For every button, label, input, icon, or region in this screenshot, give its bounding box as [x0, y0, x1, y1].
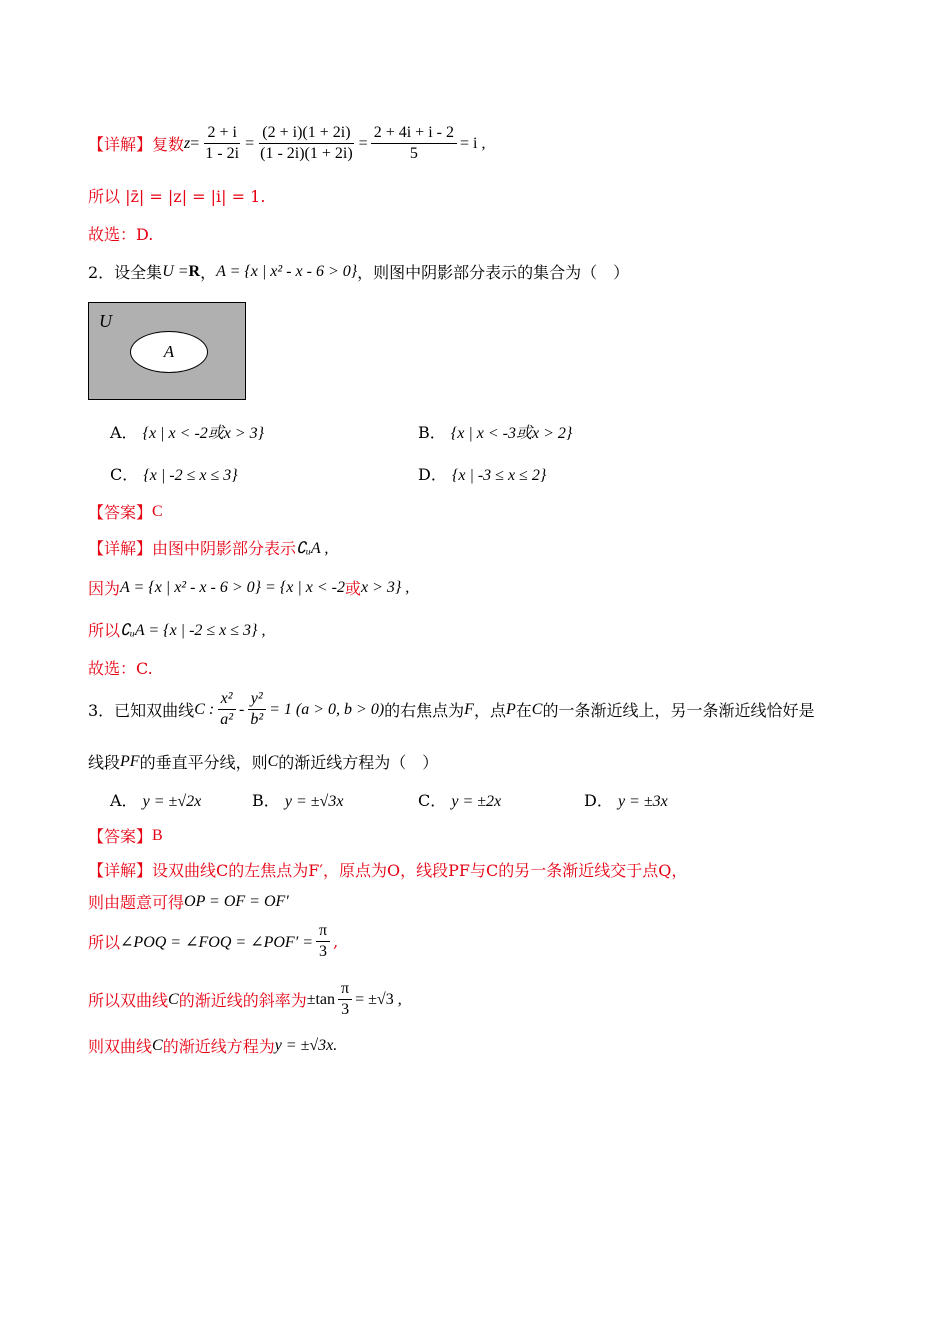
q3-detail-3-math: ∠POQ = ∠FOQ = ∠POF′ = — [120, 933, 313, 951]
q1-answer-line: 故选：D. — [88, 225, 154, 244]
q3-stem-a: 3．已知双曲线 — [88, 701, 195, 720]
q3-stem-c2: C — [267, 752, 279, 770]
q3-option-a-text: y = ±√2x — [142, 793, 202, 810]
q3-detail-5-prefix: 则双曲线 — [88, 1037, 153, 1056]
q2-stem-set: A = {x | x² - x - 6 > 0} — [216, 262, 358, 280]
q3-stem-e: 在 — [515, 701, 532, 720]
q2-answer-value: C — [152, 502, 163, 520]
q3-detail-2-prefix: 则由题意可得 — [88, 893, 185, 912]
q3-detail-4-mid: 的渐近线的斜率为 — [178, 991, 307, 1010]
q3-detail-5-c: C — [152, 1036, 163, 1054]
q1-f2-den: (1 - 2i)(1 + 2i) — [260, 145, 353, 162]
q2-stem-u: U = — [162, 262, 189, 280]
q3-answer — [88, 824, 163, 847]
q2-stem — [88, 260, 629, 283]
q3-option-d[interactable] — [584, 788, 668, 811]
q3-detail-4 — [88, 980, 402, 1019]
q2-detail-2 — [88, 576, 409, 599]
q3-stem-f: F — [464, 700, 474, 718]
q3-stem-line2-b: 的垂直平分线，则 — [139, 753, 268, 772]
q2-option-b-text: {x | x < -3或x > 2} — [450, 425, 573, 442]
q2-detail-3-math: ∁ᵤA = {x | -2 ≤ x ≤ 3} , — [120, 621, 266, 639]
q2-option-d-label: D． — [418, 465, 447, 484]
q1-detail-prefix: 复数 — [152, 135, 185, 154]
q3-option-b-label: B． — [252, 791, 280, 810]
q3-stem-c: C : — [194, 700, 215, 718]
q3-stem-line-1 — [88, 690, 814, 729]
q1-fraction-1 — [202, 124, 242, 163]
q1-detail-line: 【详解】 复数 z = $\frac{2 + i}{1 - 2i}$ = $\frac{(2 + i)(1 + 2i)}{(1 - 2i)(1 + 2i)}$ = $\frac{2 + 4i + i - 2}{5}$ = i , — [88, 124, 486, 162]
q3-detail-3-prefix: 所以 — [88, 933, 121, 952]
q3-detail-1 — [88, 858, 687, 881]
q2-option-a-label: A． — [110, 423, 138, 442]
q3-x2: x² — [218, 690, 236, 710]
q3-option-d-label: D． — [584, 791, 613, 810]
q2-detail-2-math: A = {x | x² - x - 6 > 0} = {x | x < -2 — [120, 578, 345, 596]
q2-answer-tag: 【答案】 — [88, 503, 153, 522]
q2-stem-c: ，则图中阴影部分表示的集合为（ ） — [357, 263, 630, 282]
q3-option-d-text: y = ±3x — [617, 793, 668, 810]
q3-answer-value: B — [152, 826, 163, 844]
venn-diagram — [88, 302, 246, 400]
q1-f3-den: 5 — [409, 145, 418, 162]
q2-stem-b: ， — [200, 263, 217, 282]
q3-detail-2 — [88, 890, 289, 913]
q2-option-c[interactable] — [110, 462, 238, 485]
q3-minus: - — [238, 700, 245, 718]
q3-stem-b: 的右焦点为 — [384, 701, 465, 720]
q2-detail-1 — [88, 536, 328, 559]
q3-pi-a: π — [316, 922, 330, 942]
q1-f1-den: 1 - 2i — [205, 145, 240, 162]
q3-detail-3 — [88, 922, 338, 961]
q2-option-d-text: {x | -3 ≤ x ≤ 2} — [451, 467, 547, 484]
q2-option-b-label: B． — [418, 423, 446, 442]
venn-set-a — [130, 331, 208, 373]
q2-detail-2-prefix: 因为 — [88, 579, 121, 598]
q3-option-b[interactable] — [252, 788, 343, 811]
q3-detail-3-tail: , — [333, 932, 339, 951]
q2-stem-a: 2．设全集 — [88, 263, 163, 282]
q3-stem-pf: PF — [120, 752, 140, 770]
q2-answer — [88, 500, 163, 523]
q3-option-c[interactable] — [418, 788, 501, 811]
q2-option-b[interactable] — [418, 420, 572, 443]
q2-stem-r: R — [188, 262, 201, 280]
q3-fraction-y — [247, 690, 266, 729]
q3-stem-cond: = 1 (a > 0, b > 0) — [269, 700, 385, 718]
q3-detail-5-math: y = ±√3x. — [274, 1036, 338, 1054]
q2-detail-3 — [88, 618, 265, 641]
q3-y2: y² — [248, 690, 266, 710]
q2-detail-3-prefix: 所以 — [88, 621, 121, 640]
q3-detail-2-math: OP = OF = OF′ — [184, 892, 289, 910]
q3-stem-line2-c: 的渐近线方程为（ ） — [278, 753, 439, 772]
q3-stem-line2-a: 线段 — [88, 753, 121, 772]
venn-set-a-label: A — [163, 342, 175, 361]
q3-option-a[interactable] — [110, 788, 201, 811]
q1-z: z — [184, 134, 191, 152]
q3-stem-d: ，点 — [473, 701, 506, 720]
q3-option-c-label: C． — [418, 791, 447, 810]
q3-detail-5-mid: 的渐近线方程为 — [162, 1037, 275, 1056]
q2-option-c-label: C． — [110, 465, 139, 484]
q2-detail-4: 故选：C. — [88, 659, 153, 678]
q2-option-d[interactable] — [418, 462, 546, 485]
q3-pi-b: π — [338, 980, 352, 1000]
q3-detail-1-text: 设双曲线C的左焦点为F′，原点为O，线段PF与C的另一条渐近线交于点Q， — [152, 861, 688, 880]
q3-fraction-x — [217, 690, 236, 729]
q3-detail-4-math: ±tan — [306, 990, 336, 1008]
q3-detail-4-prefix: 所以双曲线 — [88, 991, 169, 1010]
q3-option-b-text: y = ±√3x — [284, 793, 344, 810]
q3-a2: a² — [220, 711, 233, 728]
q3-three-b: 3 — [341, 1001, 350, 1018]
q1-f1-num: 2 + i — [204, 124, 239, 144]
q3-stem-line-2 — [88, 750, 438, 773]
q3-b2: b² — [250, 711, 264, 728]
q2-detail-1-text: 由图中阴影部分表示 — [152, 539, 297, 558]
q3-pi-over-3-b — [338, 980, 352, 1019]
q3-option-a-label: A． — [110, 791, 138, 810]
q3-answer-tag: 【答案】 — [88, 827, 153, 846]
q3-detail-4-tail: = ±√3 , — [355, 990, 402, 1008]
q3-option-c-text: y = ±2x — [451, 793, 502, 810]
q2-option-a[interactable] — [110, 420, 264, 443]
q3-stem-cc: C — [531, 700, 543, 718]
q3-stem-g: 的一条渐近线上，另一条渐近线恰好是 — [542, 701, 815, 720]
q1-fraction-2 — [257, 124, 356, 163]
q1-eq: = — [190, 134, 200, 152]
q3-detail-5 — [88, 1034, 337, 1057]
q2-option-a-text: {x | x < -2或x > 3} — [142, 425, 265, 442]
venn-universal-label: U — [99, 311, 112, 331]
q3-three-a: 3 — [319, 943, 328, 960]
q2-option-c-text: {x | -2 ≤ x ≤ 3} — [143, 467, 238, 484]
q1-f3-num: 2 + 4i + i - 2 — [371, 124, 457, 144]
q1-so-line: 所以 |z̄| = |z| = |i| = 1. — [88, 187, 266, 206]
q2-detail-tag: 【详解】 — [88, 539, 153, 558]
q3-pi-over-3-a — [316, 922, 330, 961]
q1-result: = i , — [459, 134, 486, 152]
q1-f2-num: (2 + i)(1 + 2i) — [259, 124, 353, 144]
q3-stem-p: P — [505, 700, 516, 718]
q3-detail-4-c: C — [168, 990, 179, 1008]
q1-detail-tag: 【详解】 — [88, 135, 153, 154]
q2-detail-2-or: 或 — [344, 579, 361, 598]
q2-detail-1-math: ∁ᵤA , — [296, 539, 329, 557]
q3-detail-tag: 【详解】 — [88, 861, 153, 880]
q2-detail-2-tail: x > 3} , — [360, 578, 410, 596]
q1-fraction-3 — [371, 124, 457, 163]
